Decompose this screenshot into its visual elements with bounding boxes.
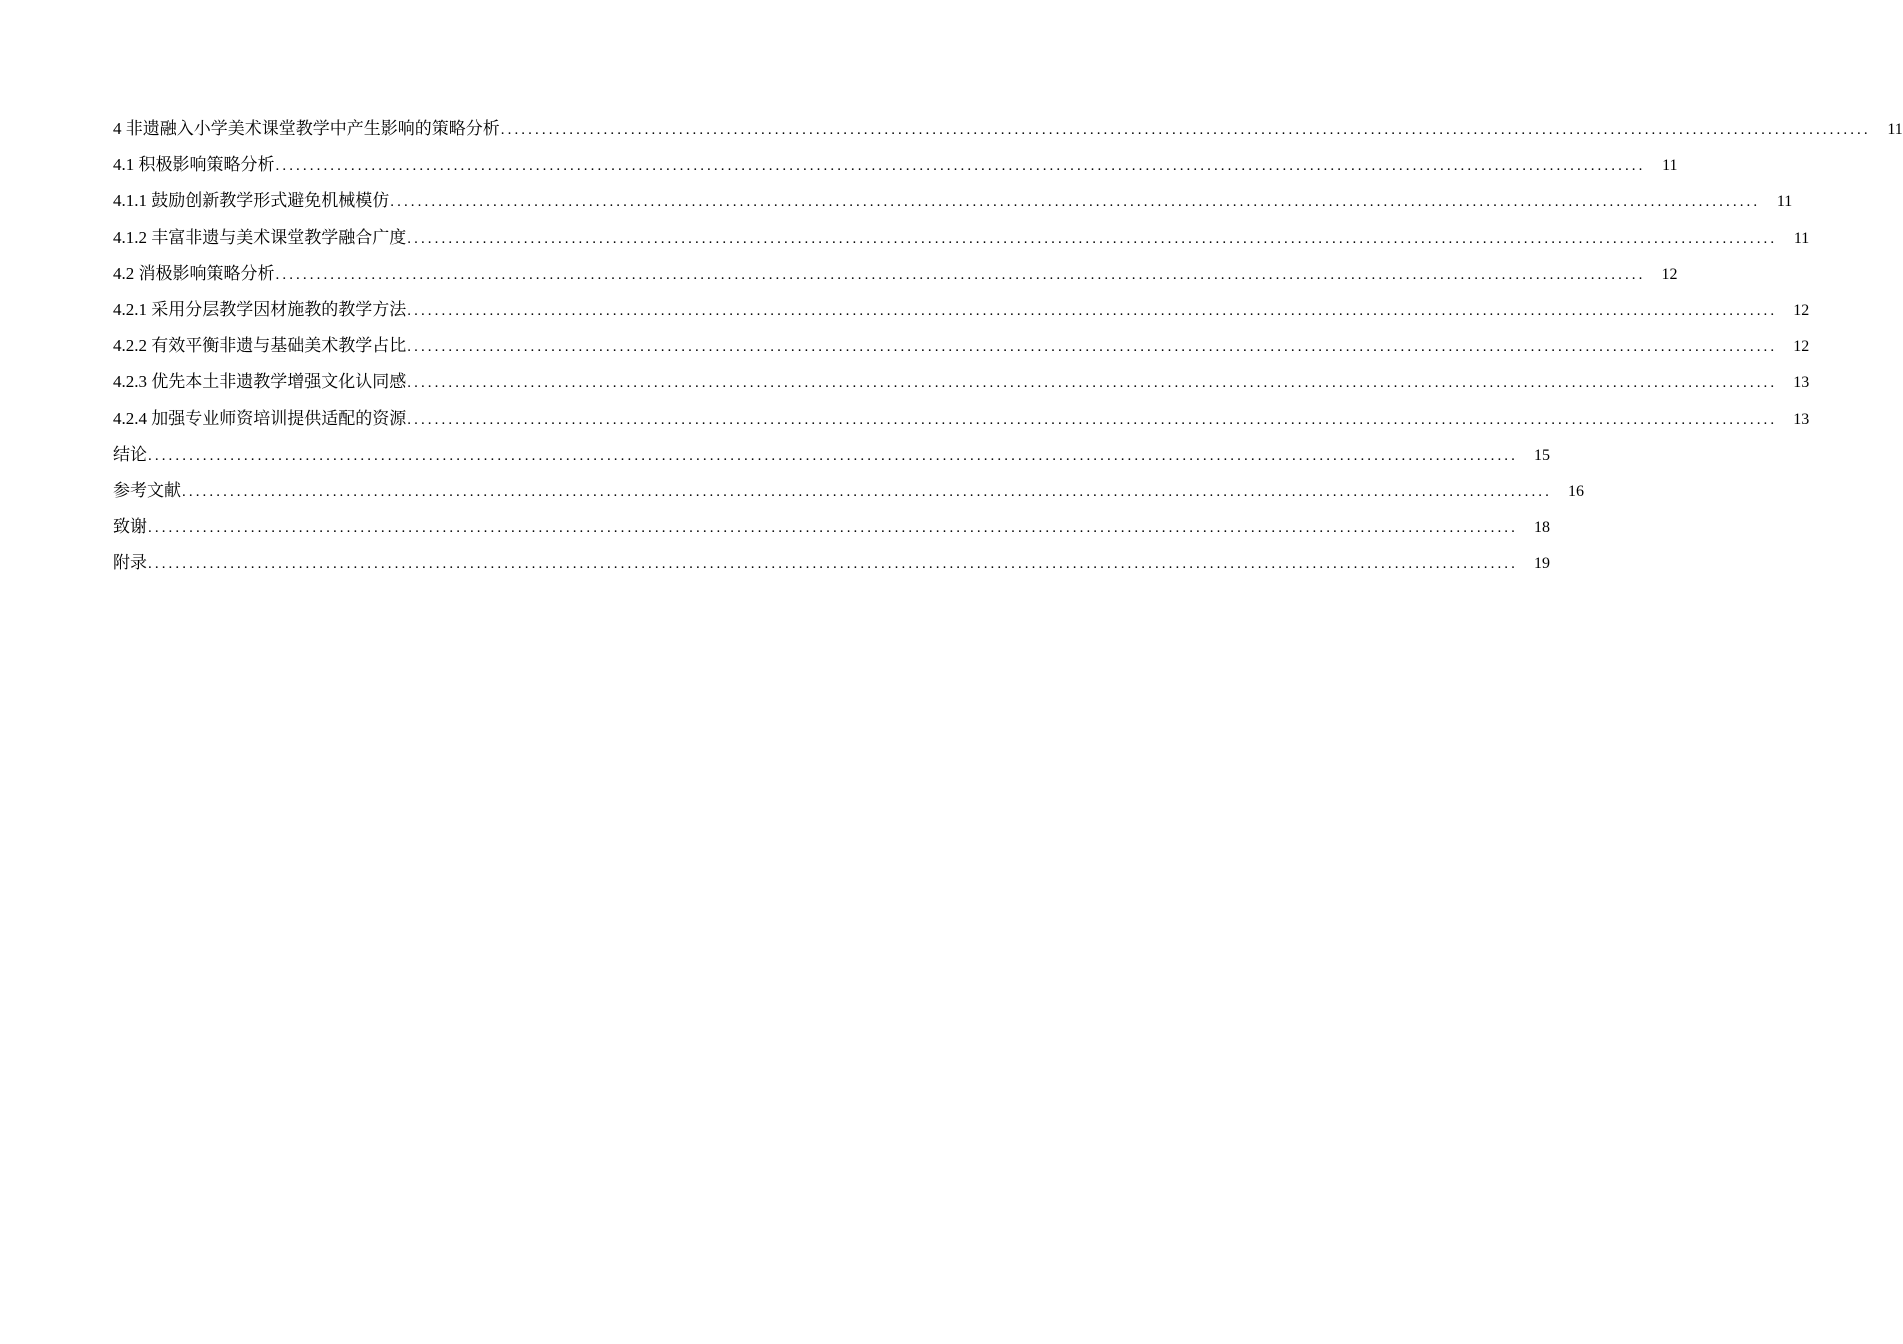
- toc-entry[interactable]: [113, 188, 1793, 224]
- toc-entry[interactable]: [113, 333, 1810, 369]
- toc-entry[interactable]: [113, 478, 1584, 514]
- toc-entry-title: 结论: [113, 444, 147, 464]
- toc-entry-title: 4.1.1 鼓励创新教学形式避免机械模仿: [113, 191, 390, 211]
- toc-leader-dots: ........................................................................................................................................................................................................: [148, 520, 1518, 537]
- toc-entry-title: 4.2 消极影响策略分析: [113, 263, 275, 283]
- toc-entry[interactable]: [113, 297, 1810, 333]
- toc-entry[interactable]: [113, 550, 1550, 586]
- toc-entry[interactable]: [113, 116, 1903, 152]
- toc-entry-title: 4 非遗融入小学美术课堂教学中产生影响的策略分析: [113, 119, 500, 138]
- toc-entry-title: 附录: [113, 553, 147, 573]
- toc-entry[interactable]: [113, 261, 1678, 297]
- toc-entry-page: 18: [1534, 519, 1550, 537]
- toc-entry-page: 11: [1793, 229, 1810, 247]
- toc-entry-title: 4.1 积极影响策略分析: [113, 155, 275, 175]
- toc-leader-dots: ........................................................................................................................................................................................................: [390, 194, 1761, 211]
- toc-leader-dots: ........................................................................................................................................................................................................: [275, 158, 1646, 175]
- toc-entry-page: 11: [1887, 121, 1903, 138]
- toc-leader-dots: ........................................................................................................................................................................................................: [500, 122, 1871, 138]
- toc-entry[interactable]: [113, 406, 1810, 442]
- toc-entry-page: 13: [1793, 410, 1810, 428]
- toc-leader-dots: ........................................................................................................................................................................................................: [148, 556, 1518, 573]
- toc-entry-title: 4.2.4 加强专业师资培训提供适配的资源: [113, 408, 407, 428]
- toc-entry[interactable]: [113, 369, 1810, 405]
- toc-entry[interactable]: [113, 225, 1810, 261]
- toc-leader-dots: ........................................................................................................................................................................................................: [407, 230, 1778, 247]
- toc-leader-dots: ........................................................................................................................................................................................................: [407, 411, 1778, 428]
- toc-entry-page: 11: [1662, 157, 1678, 175]
- toc-entry-page: 12: [1793, 338, 1810, 356]
- toc-leader-dots: ........................................................................................................................................................................................................: [275, 266, 1646, 283]
- toc-entry[interactable]: [113, 442, 1550, 478]
- toc-entry-title: 4.1.2 丰富非遗与美术课堂教学融合广度: [113, 227, 407, 247]
- toc-leader-dots: ........................................................................................................................................................................................................: [407, 339, 1778, 356]
- toc-entry-page: 13: [1793, 374, 1810, 392]
- toc-leader-dots: ........................................................................................................................................................................................................: [148, 447, 1518, 464]
- toc-entry-page: 15: [1534, 446, 1550, 464]
- toc-leader-dots: ........................................................................................................................................................................................................: [407, 375, 1778, 392]
- toc-entry-title: 致谢: [113, 517, 147, 537]
- toc-entry[interactable]: [113, 514, 1550, 550]
- toc-leader-dots: ........................................................................................................................................................................................................: [182, 483, 1552, 500]
- toc-entry-page: 12: [1793, 301, 1810, 319]
- table-of-contents: [113, 116, 1903, 586]
- toc-entry-title: 4.2.1 采用分层教学因材施教的教学方法: [113, 299, 407, 319]
- toc-entry-page: 16: [1568, 482, 1584, 500]
- toc-entry-title: 参考文献: [113, 480, 181, 500]
- toc-entry-page: 11: [1776, 193, 1793, 211]
- toc-leader-dots: ........................................................................................................................................................................................................: [407, 302, 1778, 319]
- toc-entry-title: 4.2.2 有效平衡非遗与基础美术教学占比: [113, 336, 407, 356]
- toc-entry[interactable]: [113, 152, 1678, 188]
- toc-entry-page: 19: [1534, 555, 1550, 573]
- toc-entry-page: 12: [1661, 265, 1678, 283]
- toc-entry-title: 4.2.3 优先本土非遗教学增强文化认同感: [113, 372, 407, 392]
